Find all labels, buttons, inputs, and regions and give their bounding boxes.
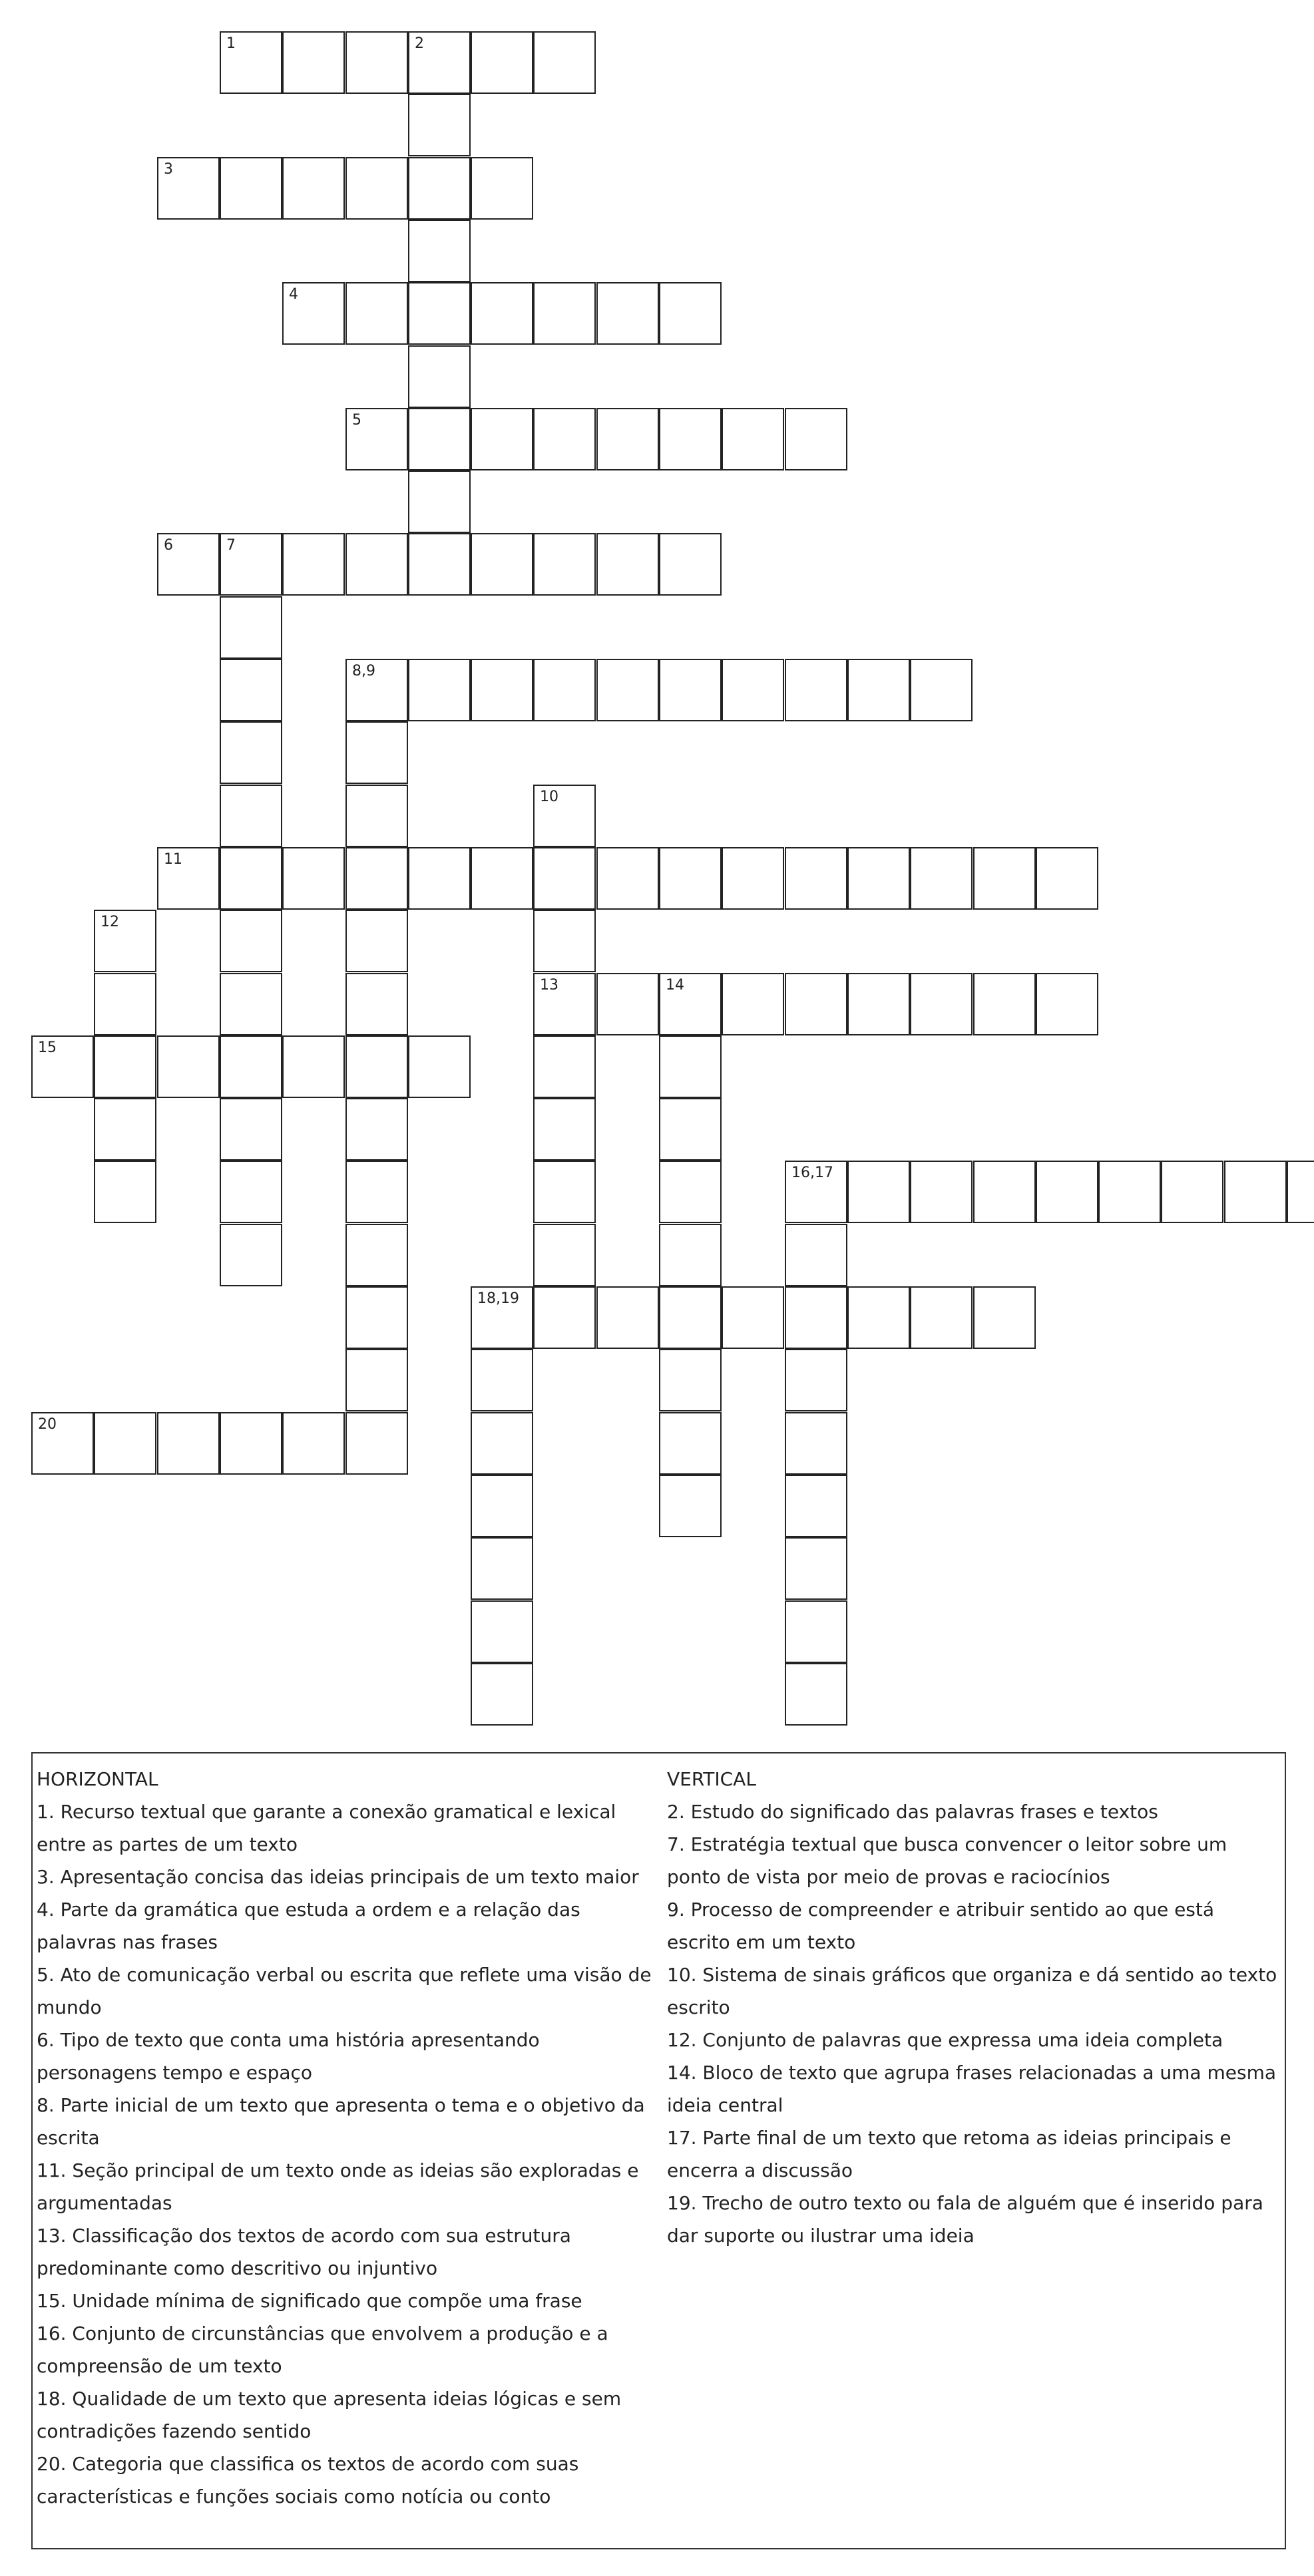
grid-cell[interactable] [596,282,659,345]
grid-cell[interactable] [282,282,345,345]
cell-number: 1 [226,35,236,52]
clue-vertical: 7. Estratégia textual que busca convencer o leitor sobre um ponto de vista por meio de provas e raciocínios [667,1833,1227,1888]
grid-cell[interactable] [471,1663,533,1726]
grid-cell[interactable] [157,847,220,910]
grid-cell[interactable] [785,1600,847,1663]
grid-cell[interactable] [659,408,722,470]
grid-cell[interactable] [408,94,471,156]
clue-horizontal: 18. Qualidade de um texto que apresenta ideias lógicas e sem contradições fazendo sentido [37,2388,622,2442]
grid-cell[interactable] [785,1161,847,1223]
grid-cell[interactable] [910,1161,973,1223]
grid-cell[interactable] [722,408,784,470]
cell-number: 4 [289,286,298,303]
grid-cell[interactable] [785,1537,847,1600]
grid-cell[interactable] [1224,1161,1287,1223]
grid-cell[interactable] [408,220,471,282]
grid-cell[interactable] [31,1035,94,1098]
grid-cell[interactable] [659,1161,722,1223]
grid-cell[interactable] [596,533,659,596]
grid-cell[interactable] [659,533,722,596]
grid-cell[interactable] [220,721,282,784]
grid-cell[interactable] [659,282,722,345]
clue-horizontal: 16. Conjunto de circunstâncias que envolvem a produção e a compreensão de um texto [37,2322,608,2377]
grid-cell[interactable] [345,1412,408,1475]
grid-cell[interactable] [659,847,722,910]
vertical-clues [667,1763,1279,2252]
clue-horizontal: 15. Unidade mínima de significado que compõe uma frase [37,2290,582,2312]
grid-cell[interactable] [659,1412,722,1475]
grid-cell[interactable] [722,847,784,910]
grid-cell[interactable] [220,973,282,1035]
clue-horizontal: 11. Seção principal de um texto onde as ideias são exploradas e argumentadas [37,2159,639,2214]
grid-cell[interactable] [785,973,847,1035]
grid-cell[interactable] [345,1035,408,1098]
grid-cell[interactable] [408,659,471,721]
clue-horizontal: 5. Ato de comunicação verbal ou escrita que reflete uma visão de mundo [37,1964,652,2018]
grid-cell[interactable] [282,157,345,220]
grid-cell[interactable] [1287,1161,1314,1223]
grid-cell[interactable] [94,1035,156,1098]
grid-cell[interactable] [1161,1161,1223,1223]
grid-cell[interactable] [847,847,910,910]
grid-cell[interactable] [659,1349,722,1411]
grid-cell[interactable] [596,847,659,910]
grid-cell[interactable] [533,1098,596,1161]
clue-horizontal: 3. Apresentação concisa das ideias principais de um texto maior [37,1866,639,1888]
grid-cell[interactable] [533,1224,596,1286]
horizontal-clues [37,1763,656,2513]
grid-cell[interactable] [220,31,282,94]
grid-cell[interactable] [157,1412,220,1475]
clue-vertical: 17. Parte final de um texto que retoma as ideias principais e encerra a discussão [667,2127,1231,2181]
grid-cell[interactable] [1036,847,1098,910]
grid-cell[interactable] [659,1035,722,1098]
grid-cell[interactable] [282,31,345,94]
grid-cell[interactable] [471,408,533,470]
clue-vertical: 9. Processo de compreender e atribuir sentido ao que está escrito em um texto [667,1899,1215,1953]
grid-cell[interactable] [847,973,910,1035]
grid-cell[interactable] [471,533,533,596]
clue-horizontal: 6. Tipo de texto que conta uma história apresentando personagens tempo e espaço [37,2029,540,2084]
grid-cell[interactable] [408,470,471,533]
grid-cell[interactable] [220,1098,282,1161]
grid-cell[interactable] [847,1286,910,1349]
grid-cell[interactable] [220,910,282,972]
grid-cell[interactable] [659,1475,722,1537]
grid-cell[interactable] [910,659,973,721]
clue-vertical: 12. Conjunto de palavras que expressa uma ideia completa [667,2029,1223,2051]
grid-cell[interactable] [345,847,408,910]
grid-cell[interactable] [533,533,596,596]
clue-horizontal: 8. Parte inicial de um texto que apresenta o tema e o objetivo da escrita [37,2094,645,2149]
cell-number: 7 [226,537,236,554]
grid-cell[interactable] [973,973,1036,1035]
grid-cell[interactable] [659,1224,722,1286]
grid-cell[interactable] [533,1035,596,1098]
grid-cell[interactable] [533,659,596,721]
clue-vertical: 2. Estudo do significado das palavras frases e textos [667,1801,1158,1823]
grid-cell[interactable] [220,1161,282,1223]
cell-number: 3 [164,161,173,178]
grid-cell[interactable] [94,1412,156,1475]
grid-cell[interactable] [785,1412,847,1475]
cell-number: 18,19 [477,1290,519,1307]
grid-cell[interactable] [220,1224,282,1286]
grid-cell[interactable] [785,408,847,470]
grid-cell[interactable] [785,847,847,910]
grid-cell[interactable] [408,282,471,345]
grid-cell[interactable] [94,1098,156,1161]
grid-cell[interactable] [408,157,471,220]
grid-cell[interactable] [596,408,659,470]
grid-cell[interactable] [408,1035,471,1098]
grid-cell[interactable] [471,847,533,910]
grid-cell[interactable] [847,659,910,721]
grid-cell[interactable] [345,1286,408,1349]
grid-cell[interactable] [659,1286,722,1349]
grid-cell[interactable] [94,910,156,972]
clue-vertical: 10. Sistema de sinais gráficos que organiza e dá sentido ao texto escrito [667,1964,1277,2018]
clue-vertical: 14. Bloco de texto que agrupa frases relacionadas a uma mesma ideia central [667,2062,1277,2116]
grid-cell[interactable] [722,659,784,721]
grid-cell[interactable] [847,1161,910,1223]
grid-cell[interactable] [722,973,784,1035]
grid-cell[interactable] [345,408,408,470]
grid-cell[interactable] [910,1286,973,1349]
cell-number: 14 [666,977,684,994]
cell-number: 5 [352,412,361,429]
grid-cell[interactable] [471,1349,533,1411]
grid-cell[interactable] [157,533,220,596]
grid-cell[interactable] [722,1286,784,1349]
grid-cell[interactable] [659,659,722,721]
grid-cell[interactable] [1036,1161,1098,1223]
vertical-title: VERTICAL [667,1768,756,1790]
grid-cell[interactable] [659,973,722,1035]
grid-cell[interactable] [533,1286,596,1349]
grid-cell[interactable] [31,1412,94,1475]
grid-cell[interactable] [471,1537,533,1600]
grid-cell[interactable] [345,1224,408,1286]
grid-cell[interactable] [471,157,533,220]
grid-cell[interactable] [785,1475,847,1537]
grid-cell[interactable] [1098,1161,1161,1223]
grid-cell[interactable] [408,533,471,596]
clue-horizontal: 20. Categoria que classifica os textos de acordo com suas características e funções sociais como notícia ou conto [37,2453,579,2507]
clue-horizontal: 4. Parte da gramática que estuda a ordem e a relação das palavras nas frases [37,1899,580,1953]
grid-cell[interactable] [596,973,659,1035]
grid-cell[interactable] [533,910,596,972]
grid-cell[interactable] [220,785,282,847]
grid-cell[interactable] [345,1349,408,1411]
grid-cell[interactable] [220,1412,282,1475]
grid-cell[interactable] [471,31,533,94]
grid-cell[interactable] [282,847,345,910]
grid-cell[interactable] [785,1349,847,1411]
grid-cell[interactable] [345,785,408,847]
grid-cell[interactable] [785,1663,847,1726]
grid-cell[interactable] [282,1412,345,1475]
grid-cell[interactable] [157,1035,220,1098]
clue-horizontal: 1. Recurso textual que garante a conexão gramatical e lexical entre as partes de um texto [37,1801,616,1855]
grid-cell[interactable] [910,847,973,910]
grid-cell[interactable] [471,659,533,721]
grid-cell[interactable] [533,847,596,910]
grid-cell[interactable] [345,157,408,220]
grid-cell[interactable] [220,659,282,721]
grid-cell[interactable] [282,1035,345,1098]
grid-cell[interactable] [785,1224,847,1286]
cell-number: 20 [38,1416,57,1433]
grid-cell[interactable] [94,1161,156,1223]
cell-number: 2 [415,35,424,52]
cell-number: 11 [164,851,182,868]
cell-number: 12 [101,914,119,930]
grid-cell[interactable] [596,659,659,721]
grid-cell[interactable] [220,157,282,220]
grid-cell[interactable] [345,1098,408,1161]
cell-number: 15 [38,1039,57,1056]
grid-cell[interactable] [596,1286,659,1349]
grid-cell[interactable] [973,1161,1036,1223]
cell-number: 8,9 [352,663,375,679]
grid-cell[interactable] [533,973,596,1035]
grid-cell[interactable] [533,1161,596,1223]
grid-cell[interactable] [533,31,596,94]
grid-cell[interactable] [659,1098,722,1161]
grid-cell[interactable] [1036,973,1098,1035]
clue-vertical: 19. Trecho de outro texto ou fala de alguém que é inserido para dar suporte ou ilustrar uma ideia [667,2192,1263,2247]
grid-cell[interactable] [345,910,408,972]
grid-cell[interactable] [533,785,596,847]
grid-cell[interactable] [220,847,282,910]
grid-cell[interactable] [345,973,408,1035]
cell-number: 10 [540,789,558,805]
grid-cell[interactable] [345,282,408,345]
grid-cell[interactable] [910,973,973,1035]
grid-cell[interactable] [471,1286,533,1349]
grid-cell[interactable] [220,533,282,596]
grid-cell[interactable] [533,408,596,470]
grid-cell[interactable] [471,1475,533,1537]
cell-number: 6 [164,537,173,554]
grid-cell[interactable] [157,157,220,220]
cell-number: 16,17 [791,1165,833,1181]
grid-cell[interactable] [408,31,471,94]
grid-cell[interactable] [345,533,408,596]
cell-number: 13 [540,977,558,994]
grid-cell[interactable] [973,847,1036,910]
grid-cell[interactable] [471,1412,533,1475]
grid-cell[interactable] [785,659,847,721]
grid-cell[interactable] [785,1286,847,1349]
grid-cell[interactable] [345,721,408,784]
grid-cell[interactable] [471,282,533,345]
grid-cell[interactable] [533,282,596,345]
grid-cell[interactable] [408,408,471,470]
grid-cell[interactable] [408,345,471,408]
grid-cell[interactable] [220,1035,282,1098]
grid-cell[interactable] [94,973,156,1035]
horizontal-title: HORIZONTAL [37,1768,158,1790]
clue-horizontal: 13. Classificação dos textos de acordo com sua estrutura predominante como descritivo ou injuntivo [37,2225,571,2279]
grid-cell[interactable] [471,1600,533,1663]
grid-cell[interactable] [345,1161,408,1223]
grid-cell[interactable] [345,659,408,721]
grid-cell[interactable] [345,31,408,94]
clues-panel [31,1752,1286,2549]
grid-cell[interactable] [282,533,345,596]
grid-cell[interactable] [220,596,282,659]
grid-cell[interactable] [973,1286,1036,1349]
grid-cell[interactable] [408,847,471,910]
